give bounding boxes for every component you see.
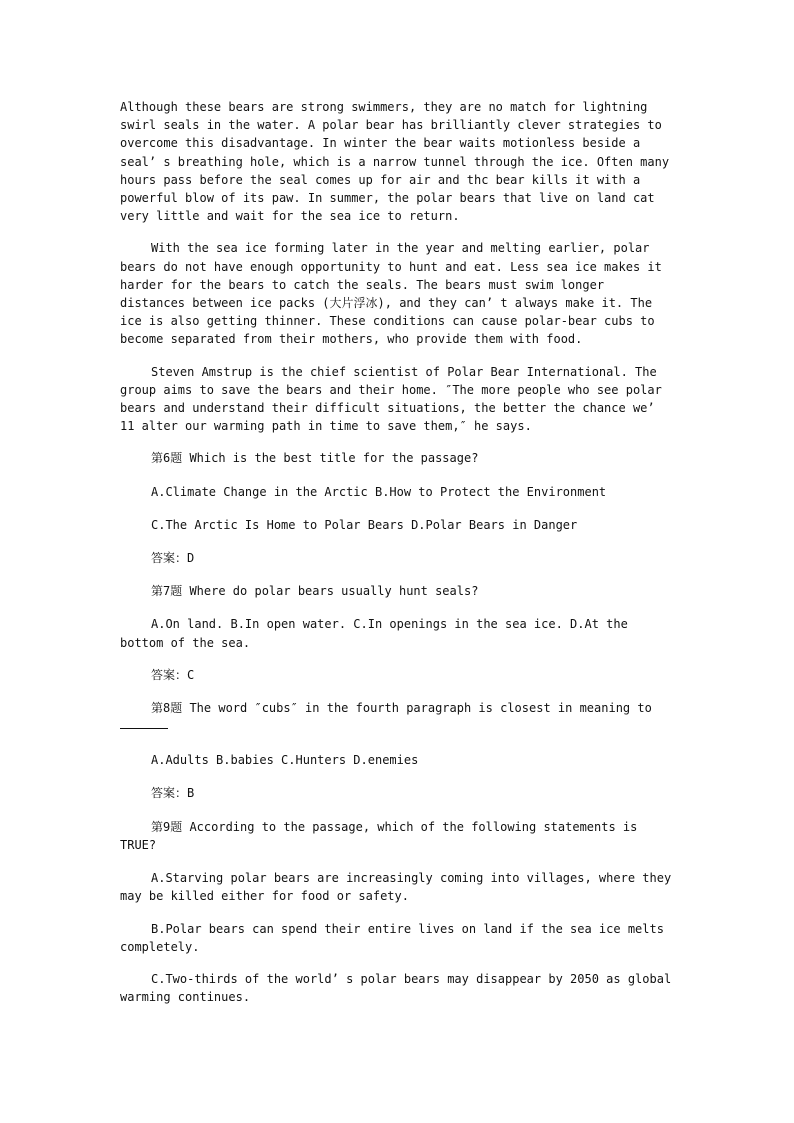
- question-9-option-a: A.Starving polar bears are increasingly coming into villages, where they may be killed either for food or safety.: [120, 871, 672, 904]
- question-9-option-c: C.Two-thirds of the world’ s polar bears may disappear by 2050 as global warming continues.: [120, 971, 672, 1005]
- document-body: [120, 98, 676, 1020]
- question-7-answer: 答案：C: [151, 667, 195, 682]
- question-9: 第9题 According to the passage, which of the following statements is TRUE?: [120, 819, 638, 852]
- question-8: 第8题 The word ″cubs″ in the fourth paragraph is closest in meaning to: [151, 701, 652, 716]
- answer-blank-line: [120, 728, 168, 729]
- question-6-answer: 答案：D: [151, 551, 195, 566]
- passage-paragraph-3: Steven Amstrup is the chief scientist of Polar Bear International. The group aims to save the bears and their home. ″The more people who see polar bears and understand their difficult situations, the better the chance we’ 11 alter our warming path in time to save them,″ he says.: [120, 364, 662, 434]
- question-8-answer: 答案：B: [151, 786, 195, 801]
- question-9-option-b: B.Polar bears can spend their entire lives on land if the sea ice melts completely.: [120, 921, 664, 954]
- question-7: 第7题 Where do polar bears usually hunt seals?: [151, 584, 479, 599]
- question-7-options: A.On land. B.In open water. C.In openings in the sea ice. D.At the bottom of the sea.: [120, 617, 628, 650]
- passage-paragraph-2: With the sea ice forming later in the year and melting earlier, polar bears do not have enough opportunity to hunt and eat. Less sea ice makes it harder for the bears to catch the seals. The bears must swim longer distances between ice packs (大片浮冰), and they can’ t always make it. The ice is also getting thinner. These conditions can cause polar-bear cubs to become separated from their mothers, who provide them with food.: [120, 241, 662, 347]
- question-6-options-line-2: C.The Arctic Is Home to Polar Bears D.Polar Bears in Danger: [151, 517, 578, 532]
- question-6-options-line-1: A.Climate Change in the Arctic B.How to Protect the Environment: [151, 484, 607, 499]
- question-6: 第6题 Which is the best title for the passage?: [151, 451, 479, 466]
- passage-paragraph-1: Although these bears are strong swimmers, they are no match for lightning swirl seals in the water. A polar bear has brilliantly clever strategies to overcome this disadvantage. In winter the bear waits motionless beside a seal’ s breathing hole, which is a narrow tunnel through the ice. Often many hours pass before the seal comes up for air and thc bear kills it with a powerful blow of its paw. In summer, the polar bears that live on land cat very little and wait for the sea ice to return.: [120, 100, 670, 224]
- question-8-options: A.Adults B.babies C.Hunters D.enemies: [151, 753, 419, 768]
